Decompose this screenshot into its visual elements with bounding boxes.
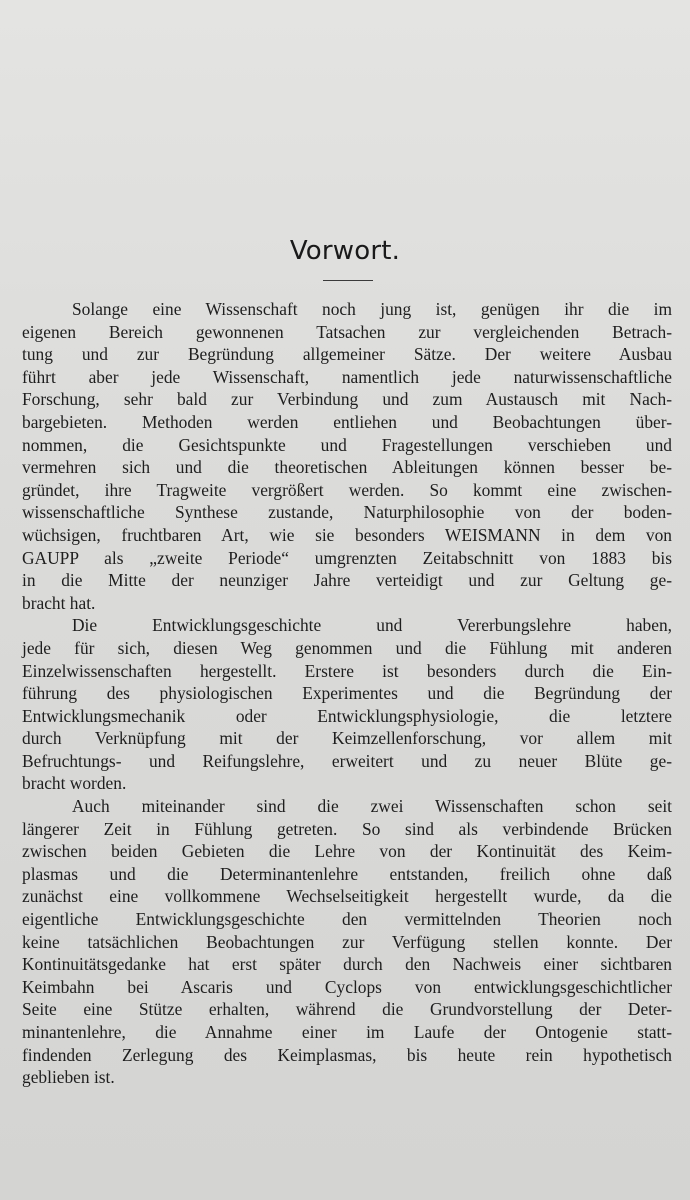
text-line: Keimbahn bei Ascaris und Cyclops von entwicklungsgeschichtlicher [22,976,672,997]
text-line: Solange eine Wissenschaft noch jung ist, genügen ihr die im [72,299,672,319]
text-line: eigenen Bereich gewonnenen Tatsachen zur vergleichenden Betrach- [22,321,672,342]
text-line: durch Verknüpfung mit der Keimzellenforschung, vor allem mit [22,728,672,749]
text-line: Die Entwicklungsgeschichte und Vererbungslehre haben, [72,615,672,636]
text-line: eigentliche Entwicklungsgeschichte den vermittelnden Theorien noch [22,909,672,930]
text-line: zwischen beiden Gebieten die Lehre von der Kontinuität des Keim- [22,841,672,862]
text-line: Befruchtungs- und Reifungslehre, erweitert und zu neuer Blüte ge- [22,750,672,771]
text-line: zunächst eine vollkommene Wechselseitigkeit hergestellt wurde, da die [22,886,672,907]
title-rule [323,280,373,281]
text-line: gründet, ihre Tragweite vergrößert werden. So kommt eine zwischen- [22,479,672,500]
text-line: in die Mitte der neunziger Jahre verteidigt und zur Geltung ge- [22,570,672,591]
text-line: führt aber jede Wissenschaft, namentlich jede naturwissenschaftliche [22,366,672,387]
paragraph [22,795,672,1089]
text-line: bracht hat. [22,592,96,613]
text-line: wüchsigen, fruchtbaren Art, wie sie besonders WEISMANN in dem von [22,524,672,545]
text-line: Kontinuitätsgedanke hat erst später durch den Nachweis einer sichtbaren [22,954,672,975]
text-line: vermehren sich und die theoretischen Ableitungen können besser be- [22,457,672,478]
text-line: Auch miteinander sind die zwei Wissenschaften schon seit [72,796,672,817]
text-line: längerer Zeit in Fühlung getreten. So sind als verbindende Brücken [22,818,672,839]
text-line: findenden Zerlegung des Keimplasmas, bis heute rein hypothetisch [22,1044,672,1065]
text-line: jede für sich, diesen Weg genommen und die Fühlung mit anderen [22,637,672,658]
text-line: Forschung, sehr bald zur Verbindung und zum Austausch mit Nach- [22,389,672,410]
text-line: nommen, die Gesichtspunkte und Fragestellungen verschieben und [22,434,672,455]
paragraph [22,298,672,614]
text-line: keine tatsächlichen Beobachtungen zur Verfügung stellen konnte. Der [22,931,672,952]
text-line: Einzelwissenschaften hergestellt. Erstere ist besonders durch die Ein- [22,660,672,681]
text-line: führung des physiologischen Experimentes und die Begründung der [22,683,672,704]
text-line: plasmas und die Determinantenlehre entstanden, freilich ohne daß [22,863,672,884]
text-line: minantenlehre, die Annahme einer im Laufe der Ontogenie statt- [22,1022,672,1042]
text-line: tung und zur Begründung allgemeiner Sätze. Der weitere Ausbau [22,344,672,365]
preface-body [22,298,672,1089]
text-line: bargebieten. Methoden werden entliehen und Beobachtungen über- [22,411,672,432]
text-line: GAUPP als „zweite Periode“ umgrenzten Zeitabschnitt von 1883 bis [22,547,672,568]
page-title: Vorwort. [289,236,401,266]
paragraph [22,614,672,795]
text-line: Seite eine Stütze erhalten, während die Grundvorstellung der Deter- [22,999,672,1020]
text-line: wissenschaftliche Synthese zustande, Naturphilosophie von der boden- [22,502,672,523]
text-line: geblieben ist. [22,1067,115,1088]
text-line: Entwicklungsmechanik oder Entwicklungsphysiologie, die letztere [22,705,672,726]
text-line: bracht worden. [22,773,127,794]
